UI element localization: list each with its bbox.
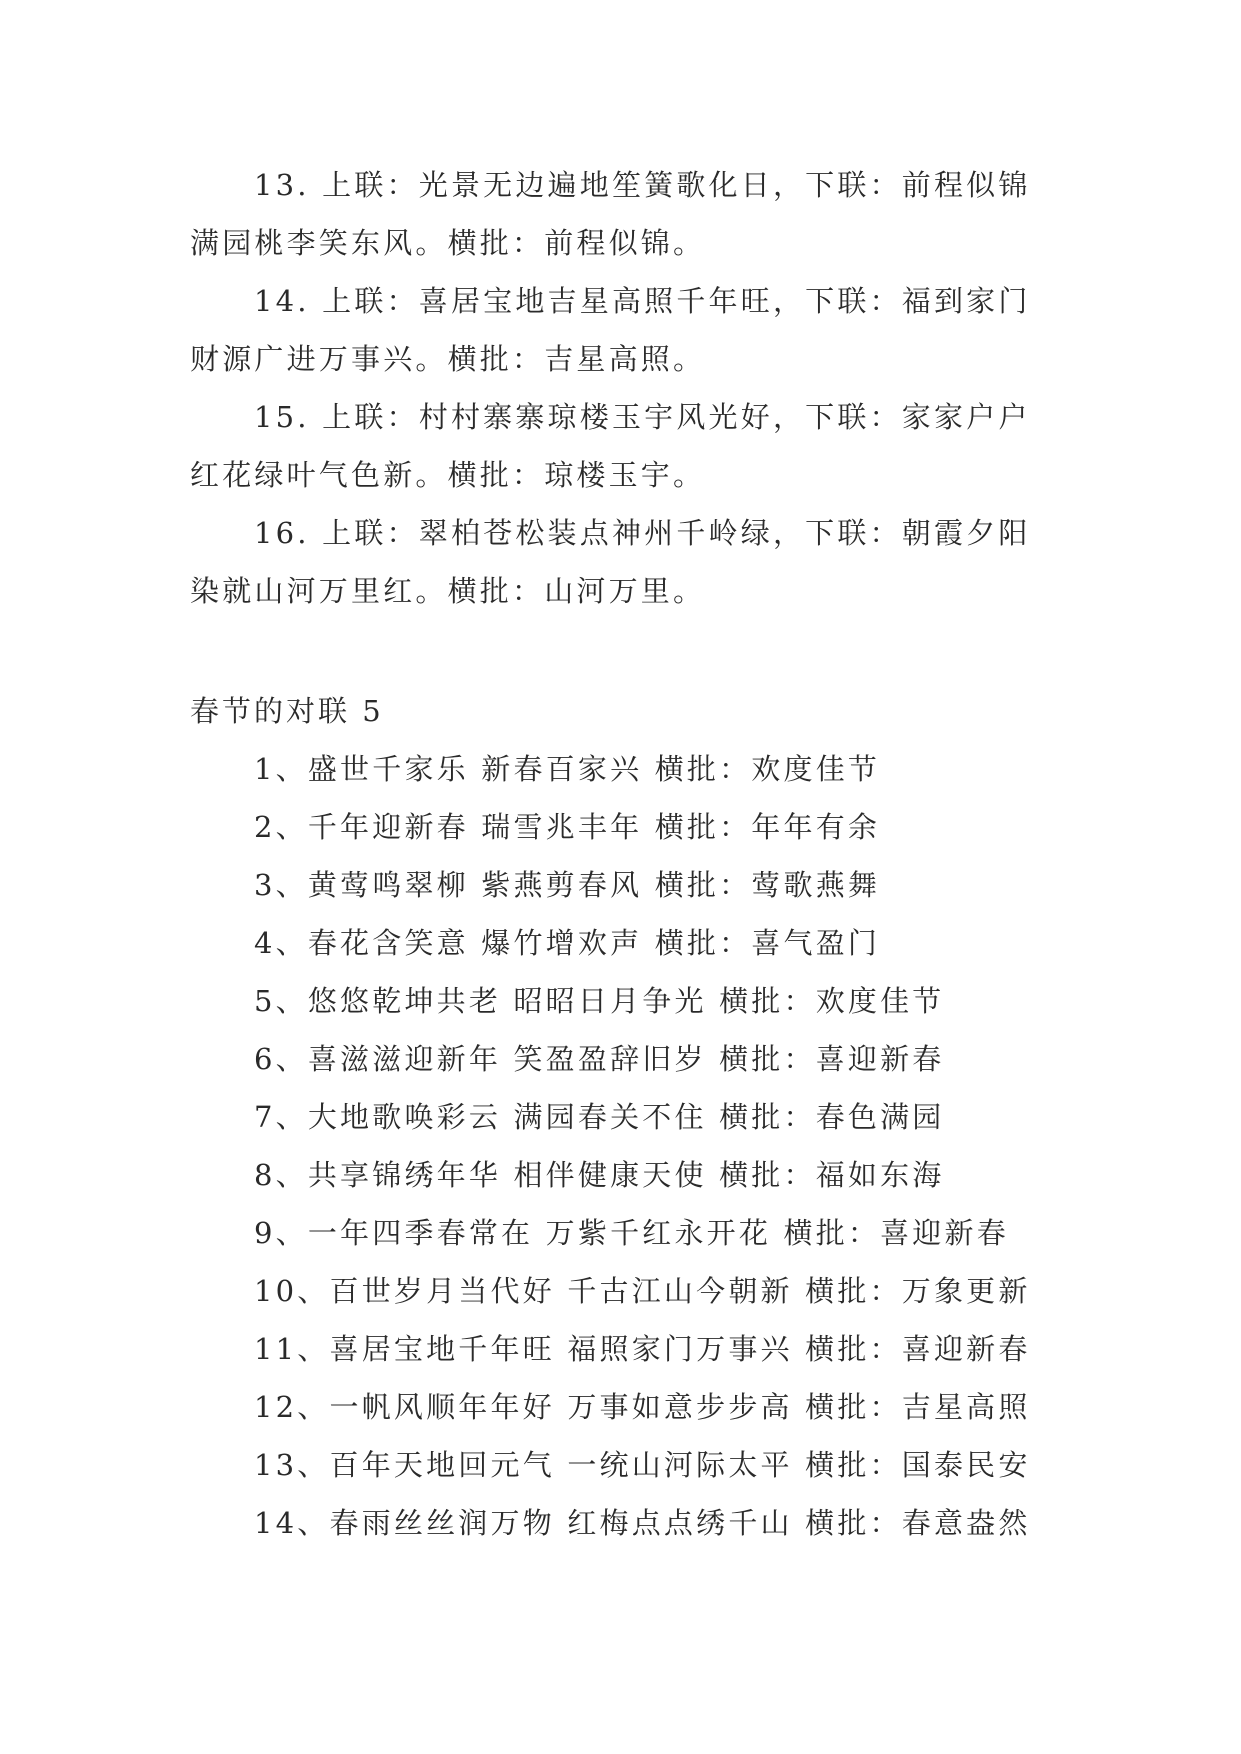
paragraph-16: 16. 上联：翠柏苍松装点神州千岭绿，下联：朝霞夕阳染就山河万里红。横批：山河万里。 xyxy=(190,516,1031,608)
list-item: 9、一年四季春常在 万紫千红永开花 横批：喜迎新春 xyxy=(254,1216,1009,1250)
list-item: 12、一帆风顺年年好 万事如意步步高 横批：吉星高照 xyxy=(254,1390,1031,1424)
paragraph-13: 13. 上联：光景无边遍地笙簧歌化日，下联：前程似锦满园桃李笑东风。横批：前程似锦。 xyxy=(190,168,1031,260)
list-item: 14、春雨丝丝润万物 红梅点点绣千山 横批：春意盎然 xyxy=(254,1506,1031,1540)
list-item: 7、大地歌唤彩云 满园春关不住 横批：春色满园 xyxy=(254,1100,945,1134)
list-item: 2、千年迎新春 瑞雪兆丰年 横批：年年有余 xyxy=(254,810,881,844)
section-title: 春节的对联 5 xyxy=(190,694,384,728)
paragraph-14: 14. 上联：喜居宝地吉星高照千年旺，下联：福到家门财源广进万事兴。横批：吉星高照。 xyxy=(190,284,1031,376)
list-item: 13、百年天地回元气 一统山河际太平 横批：国泰民安 xyxy=(254,1448,1031,1482)
list-item: 11、喜居宝地千年旺 福照家门万事兴 横批：喜迎新春 xyxy=(254,1332,1031,1366)
list-item: 3、黄莺鸣翠柳 紫燕剪春风 横批：莺歌燕舞 xyxy=(254,868,881,902)
list-item: 4、春花含笑意 爆竹增欢声 横批：喜气盈门 xyxy=(254,926,881,960)
couplet-list xyxy=(254,740,1031,1552)
list-item: 6、喜滋滋迎新年 笑盈盈辞旧岁 横批：喜迎新春 xyxy=(254,1042,945,1076)
paragraph-15: 15. 上联：村村寨寨琼楼玉宇风光好，下联：家家户户红花绿叶气色新。横批：琼楼玉宇。 xyxy=(190,400,1031,492)
list-item: 5、悠悠乾坤共老 昭昭日月争光 横批：欢度佳节 xyxy=(254,984,945,1018)
list-item: 1、盛世千家乐 新春百家兴 横批：欢度佳节 xyxy=(254,752,881,786)
list-item: 10、百世岁月当代好 千古江山今朝新 横批：万象更新 xyxy=(254,1274,1031,1308)
list-item: 8、共享锦绣年华 相伴健康天使 横批：福如东海 xyxy=(254,1158,945,1192)
